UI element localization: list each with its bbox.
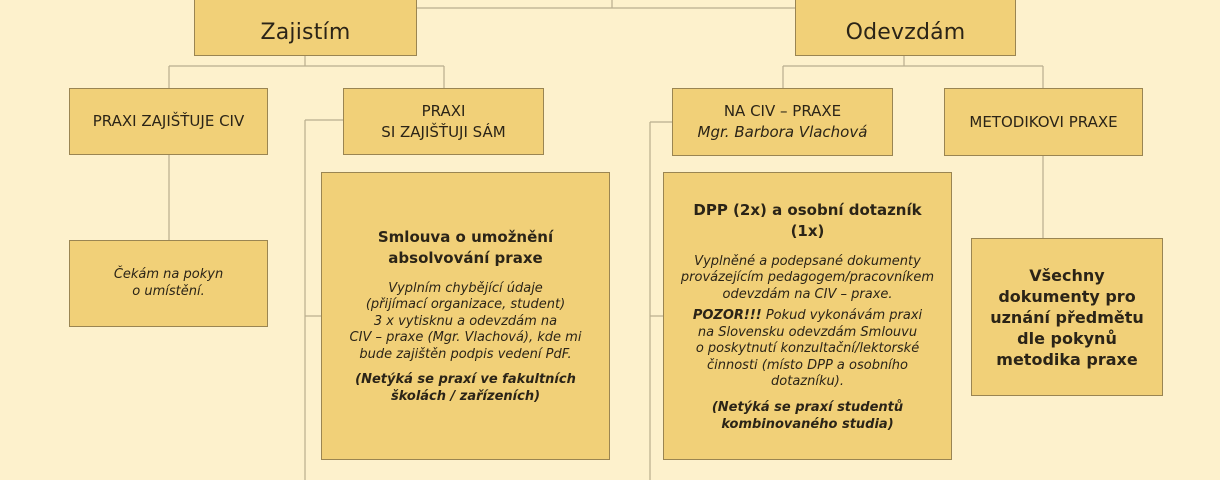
dpp-line: odevzdám na CIV – praxe. [722, 286, 893, 302]
cekam-box [69, 240, 268, 327]
dpp-note-line2: kombinovaného studia) [721, 416, 894, 432]
praxi-sam-line2: SI ZAJIŠŤUJI SÁM [381, 122, 506, 141]
smlouva-note [355, 371, 576, 405]
vsechny-dokumenty-box [971, 238, 1163, 396]
smlouva-line: (přijímací organizace, student) [365, 297, 566, 313]
documents-line: dokumenty pro [998, 286, 1136, 306]
dpp-text [681, 254, 934, 304]
metodikovi-praxe-box [944, 88, 1143, 156]
dpp-box [663, 172, 952, 460]
praxi-sam-line1: PRAXI [421, 101, 466, 120]
pozor-line: dotazníku). [771, 374, 844, 389]
dpp-note-line1: (Netýká se praxí studentů [711, 399, 904, 415]
odevzdam-box [795, 0, 1016, 56]
pozor-text [693, 308, 922, 391]
dpp-line: provázejícím pedagogem/pracovníkem [680, 270, 935, 285]
smlouva-title-line2: absolvování praxe [388, 248, 543, 267]
smlouva-line: Vyplním chybějící údaje [388, 280, 543, 296]
cekam-line1: Čekám na pokyn [113, 267, 224, 282]
civ-praxe-line2: Mgr. Barbora Vlachová [697, 123, 868, 141]
smlouva-line: 3 x vytisknu a odevzdám na [373, 313, 558, 329]
dpp-title: DPP (2x) a osobní dotazník (1x) [693, 200, 922, 240]
pozor-label: POZOR!!! [692, 308, 762, 323]
smlouva-line: CIV – praxe (Mgr. Vlachová), kde mi [349, 330, 582, 346]
odevzdam-label: Odevzdám [845, 19, 966, 45]
civ-praxe-box [672, 88, 893, 156]
smlouva-note-line1: (Netýká se praxí ve fakultních [355, 372, 576, 388]
smlouva-box [321, 172, 610, 460]
smlouva-title [378, 227, 553, 269]
dpp-line: Vyplněné a podepsané dokumenty [694, 253, 921, 269]
cekam-line2: o umístění. [132, 283, 205, 299]
zajistim-box [194, 0, 417, 56]
smlouva-line: bude zajištěn podpis vedení PdF. [359, 346, 572, 362]
praxi-sam-box [343, 88, 544, 155]
praxi-zajistuje-civ-label: PRAXI ZAJIŠŤUJE CIV [92, 112, 245, 130]
pozor-first-text: Pokud vykonávám praxi [761, 308, 923, 323]
pozor-line: o poskytnutí konzultační/lektorské [695, 341, 920, 356]
pozor-line: činnosti (místo DPP a osobního [706, 357, 908, 373]
pozor-first-line [693, 308, 922, 325]
smlouva-text [350, 281, 582, 364]
pozor-line: na Slovensku odevzdám Smlouvu [697, 324, 918, 340]
metodikovi-praxe-label: METODIKOVI PRAXE [969, 112, 1118, 131]
praxi-zajistuje-civ-box [69, 88, 268, 155]
documents-line: Všechny [1029, 265, 1105, 285]
civ-praxe-line1: NA CIV – PRAXE [723, 102, 842, 120]
documents-line: metodika praxe [996, 349, 1138, 369]
smlouva-title-line1: Smlouva o umožnění [377, 227, 554, 246]
zajistim-label: Zajistím [260, 19, 351, 45]
documents-line: dle pokynů [1017, 328, 1117, 348]
smlouva-note-line2: školách / zařízeních) [390, 389, 541, 405]
documents-line: uznání předmětu [990, 307, 1144, 327]
dpp-note [712, 399, 903, 433]
